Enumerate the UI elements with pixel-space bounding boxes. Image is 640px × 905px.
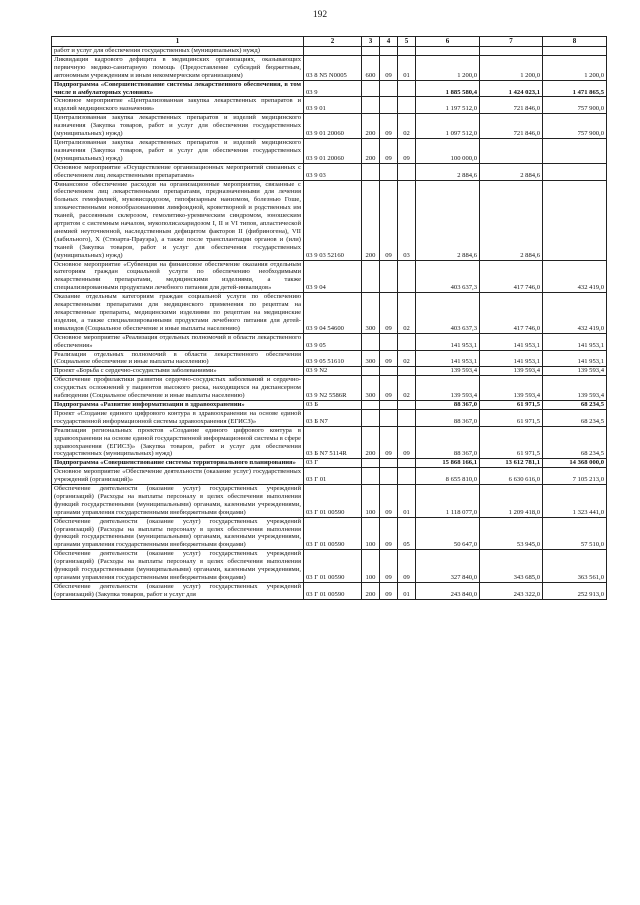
table-cell-subsection	[398, 260, 416, 293]
table-cell-expense-type: 200	[362, 582, 380, 599]
table-cell-name: Реализация отдельных полномочий в области лекарственного обеспечения (Социальное обеспечение и иные выплаты населению)	[52, 350, 304, 367]
table-cell-expense-type: 600	[362, 55, 380, 80]
table-cell-amount-year3: 7 105 213,0	[543, 468, 607, 485]
table-cell-subsection	[398, 80, 416, 97]
table-row	[52, 333, 607, 350]
table-cell-amount-year3: 68 234,5	[543, 409, 607, 426]
table-cell-code: 03 Г 01 00590	[304, 517, 362, 550]
table-cell-section	[380, 367, 398, 376]
table-cell-amount-year3: 68 234,5	[543, 426, 607, 459]
table-cell-subsection	[398, 367, 416, 376]
table-cell-amount-year2: 139 593,4	[480, 376, 543, 401]
table-cell-expense-type: 300	[362, 376, 380, 401]
table-cell-code: 03 Г 01	[304, 468, 362, 485]
table-cell-amount-year3: 57 510,0	[543, 517, 607, 550]
table-row	[52, 468, 607, 485]
table-cell-amount-year1: 139 593,4	[416, 376, 480, 401]
table-cell-amount-year3: 1 200,0	[543, 55, 607, 80]
table-row	[52, 260, 607, 293]
table-row	[52, 350, 607, 367]
table-cell-code: 03 9 01	[304, 97, 362, 114]
table-cell-code: 03 9 04	[304, 260, 362, 293]
table-cell-section: 09	[380, 426, 398, 459]
table-cell-amount-year3: 1 323 441,0	[543, 485, 607, 518]
table-cell-expense-type	[362, 400, 380, 409]
table-cell-section	[380, 163, 398, 180]
table-cell-amount-year1: 327 840,0	[416, 550, 480, 583]
table-cell-amount-year2: 141 953,1	[480, 333, 543, 350]
table-cell-amount-year3	[543, 47, 607, 56]
table-cell-amount-year2: 1 424 023,1	[480, 80, 543, 97]
table-cell-amount-year2: 1 209 418,0	[480, 485, 543, 518]
column-header-csr: 2	[304, 37, 362, 47]
table-cell-amount-year1	[416, 47, 480, 56]
table-cell-subsection: 02	[398, 114, 416, 139]
table-row	[52, 485, 607, 518]
table-cell-section	[380, 97, 398, 114]
table-cell-amount-year2: 417 746,0	[480, 260, 543, 293]
table-cell-amount-year3: 252 913,0	[543, 582, 607, 599]
table-cell-name: Основное мероприятие «Обеспечение деятельности (оказание услуг) государственных учреждений (организаций)»	[52, 468, 304, 485]
table-cell-section: 09	[380, 350, 398, 367]
table-cell-amount-year2: 417 746,0	[480, 293, 543, 334]
header-row	[52, 37, 607, 47]
table-row	[52, 517, 607, 550]
table-cell-code: 03 Б N7	[304, 409, 362, 426]
table-row	[52, 293, 607, 334]
table-cell-subsection: 01	[398, 485, 416, 518]
table-cell-amount-year3: 141 953,1	[543, 350, 607, 367]
table-cell-amount-year2: 1 200,0	[480, 55, 543, 80]
table-cell-code: 03 Г 01 00590	[304, 550, 362, 583]
table-cell-section: 09	[380, 582, 398, 599]
table-cell-expense-type	[362, 163, 380, 180]
table-cell-name: Основное мероприятие «Централизованная закупка лекарственных препаратов и изделий медицинского назначения»	[52, 97, 304, 114]
table-cell-section: 09	[380, 517, 398, 550]
table-cell-subsection: 09	[398, 426, 416, 459]
table-cell-amount-year2: 2 884,6	[480, 180, 543, 260]
table-cell-name: Обеспечение деятельности (оказание услуг) государственных учреждений (организаций) (Расходы на выплаты персоналу в целях обеспечения выполнения функций государственными (муниципальными) органами, казенными учреждениями, органами управления государственными внебюджетными фондами)	[52, 550, 304, 583]
table-row	[52, 409, 607, 426]
table-cell-code: 03 9 N2 5586R	[304, 376, 362, 401]
table-cell-amount-year1: 243 840,0	[416, 582, 480, 599]
table-cell-amount-year1: 1 118 077,0	[416, 485, 480, 518]
table-cell-name: Централизованная закупка лекарственных препаратов и изделий медицинского назначения (Закупка товаров, работ и услуг для обеспечения государственных (муниципальных) нужд)	[52, 114, 304, 139]
table-cell-code: 03 9	[304, 80, 362, 97]
table-cell-amount-year1: 2 884,6	[416, 163, 480, 180]
table-cell-code: 03 9 01 20060	[304, 138, 362, 163]
table-cell-name: Реализация региональных проектов «Создание единого цифрового контура в здравоохранении на основе единой государственной информационной системы в сфере здравоохранения (ЕГИСЗ)» (Закупка товаров, работ и услуг для обеспечения государственных (муниципальных) нужд)	[52, 426, 304, 459]
table-cell-amount-year2: 61 971,5	[480, 426, 543, 459]
table-cell-amount-year2: 53 945,0	[480, 517, 543, 550]
table-cell-amount-year1: 50 647,0	[416, 517, 480, 550]
table-cell-name: Подпрограмма «Совершенствование системы лекарственного обеспечения, в том числе в амбулаторных условиях»	[52, 80, 304, 97]
table-cell-subsection: 09	[398, 550, 416, 583]
table-cell-subsection: 02	[398, 376, 416, 401]
table-cell-subsection: 09	[398, 138, 416, 163]
table-cell-expense-type: 200	[362, 426, 380, 459]
table-cell-subsection: 03	[398, 180, 416, 260]
table-cell-amount-year3: 68 234,5	[543, 400, 607, 409]
table-cell-section: 09	[380, 180, 398, 260]
table-cell-expense-type	[362, 459, 380, 468]
column-header-year2: 7	[480, 37, 543, 47]
table-cell-amount-year2: 243 322,0	[480, 582, 543, 599]
table-cell-name: Проект «Борьба с сердечно-сосудистыми заболеваниями»	[52, 367, 304, 376]
table-cell-amount-year1: 2 884,6	[416, 180, 480, 260]
table-cell-code: 03 9 03 52160	[304, 180, 362, 260]
table-cell-code: 03 8 N5 N0005	[304, 55, 362, 80]
table-cell-section: 09	[380, 376, 398, 401]
table-cell-code: 03 Г 01 00590	[304, 582, 362, 599]
table-cell-name: Основное мероприятие «Осуществление организационных мероприятий связанных с обеспечением лиц лекарственными препаратами»	[52, 163, 304, 180]
table-cell-expense-type	[362, 260, 380, 293]
table-cell-subsection: 01	[398, 582, 416, 599]
table-cell-section	[380, 47, 398, 56]
table-cell-amount-year1: 15 868 166,1	[416, 459, 480, 468]
table-cell-subsection	[398, 459, 416, 468]
table-row	[52, 180, 607, 260]
table-cell-amount-year2: 13 612 781,1	[480, 459, 543, 468]
table-cell-expense-type: 200	[362, 138, 380, 163]
table-cell-amount-year3: 363 561,0	[543, 550, 607, 583]
table-cell-section: 09	[380, 550, 398, 583]
column-header-year1: 6	[416, 37, 480, 47]
table-cell-amount-year1: 1 200,0	[416, 55, 480, 80]
table-cell-code: 03 9 N2	[304, 367, 362, 376]
table-cell-section: 09	[380, 138, 398, 163]
table-cell-code: 03 9 04 54600	[304, 293, 362, 334]
table-cell-code: 03 Б	[304, 400, 362, 409]
table-cell-name: Обеспечение профилактики развития сердечно-сосудистых заболеваний и сердечно-сосудистых осложнений у пациентов высокого риска, находящихся на диспансерном наблюдении (Социальное обеспечение и иные выплаты населению)	[52, 376, 304, 401]
table-cell-code: 03 Г 01 00590	[304, 485, 362, 518]
table-cell-amount-year1: 141 953,1	[416, 350, 480, 367]
table-cell-amount-year2	[480, 47, 543, 56]
table-cell-name: Подпрограмма «Совершенствование системы территориального планирования»	[52, 459, 304, 468]
table-cell-expense-type	[362, 80, 380, 97]
table-row	[52, 138, 607, 163]
table-cell-amount-year3: 757 900,0	[543, 97, 607, 114]
table-row	[52, 459, 607, 468]
table-cell-amount-year1: 1 885 580,4	[416, 80, 480, 97]
table-cell-amount-year3	[543, 163, 607, 180]
table-cell-name: Подпрограмма «Развитие информатизации в здравоохранении»	[52, 400, 304, 409]
table-cell-amount-year3	[543, 180, 607, 260]
table-cell-amount-year1: 8 655 810,0	[416, 468, 480, 485]
table-row	[52, 367, 607, 376]
page-number: 192	[312, 10, 328, 20]
table-cell-amount-year1: 1 097 512,0	[416, 114, 480, 139]
table-cell-expense-type	[362, 409, 380, 426]
table-cell-amount-year2: 141 953,1	[480, 350, 543, 367]
table-cell-expense-type	[362, 47, 380, 56]
table-cell-section	[380, 260, 398, 293]
table-cell-code: 03 Г	[304, 459, 362, 468]
table-cell-amount-year1: 141 953,1	[416, 333, 480, 350]
table-cell-name: Обеспечение деятельности (оказание услуг) государственных учреждений (организаций) (Закупка товаров, работ и услуг для	[52, 582, 304, 599]
table-cell-amount-year2: 6 630 616,0	[480, 468, 543, 485]
table-cell-subsection: 02	[398, 293, 416, 334]
table-row	[52, 55, 607, 80]
table-cell-expense-type: 100	[362, 550, 380, 583]
table-cell-amount-year3	[543, 138, 607, 163]
table-cell-code: 03 Б N7 5114R	[304, 426, 362, 459]
table-cell-amount-year2: 721 846,0	[480, 114, 543, 139]
budget-table	[51, 36, 607, 600]
table-cell-subsection	[398, 97, 416, 114]
table-cell-name: Ликвидация кадрового дефицита в медицинских организациях, оказывающих первичную медико-санитарную помощь (Предоставление субсидий бюджетным, автономным учреждениям и иным некоммерческим организациям)	[52, 55, 304, 80]
table-cell-section	[380, 80, 398, 97]
table-cell-amount-year1: 88 367,0	[416, 426, 480, 459]
table-row	[52, 550, 607, 583]
table-cell-section	[380, 400, 398, 409]
table-cell-code: 03 9 05	[304, 333, 362, 350]
table-cell-amount-year1: 1 197 512,0	[416, 97, 480, 114]
table-cell-amount-year3: 139 593,4	[543, 367, 607, 376]
table-cell-expense-type	[362, 367, 380, 376]
table-cell-name: Проект «Создание единого цифрового контура в здравоохранении на основе единой государственной информационной системы здравоохранения (ЕГИСЗ)»	[52, 409, 304, 426]
table-cell-name: Основное мероприятие «Реализация отдельных полномочий в области лекарственного обеспечения»	[52, 333, 304, 350]
table-cell-amount-year1: 88 367,0	[416, 409, 480, 426]
table-row	[52, 582, 607, 599]
table-cell-name: Централизованная закупка лекарственных препаратов и изделий медицинского назначения (Закупка товаров, работ и услуг для обеспечения государственных (муниципальных) нужд)	[52, 138, 304, 163]
column-header-rz: 4	[380, 37, 398, 47]
table-cell-code: 03 9 05 51610	[304, 350, 362, 367]
table-cell-amount-year2: 139 593,4	[480, 367, 543, 376]
table-cell-expense-type	[362, 97, 380, 114]
table-cell-amount-year2: 721 846,0	[480, 97, 543, 114]
table-cell-expense-type	[362, 468, 380, 485]
table-cell-section	[380, 409, 398, 426]
table-cell-code: 03 9 03	[304, 163, 362, 180]
table-cell-name: Оказание отдельным категориям граждан социальной услуги по обеспечению лекарственными препаратами для медицинского применения по рецептам на лекарственные препараты, медицинскими изделиями по рецептам на медицинские изделия, а также специализированными продуктами лечебного питания для детей-инвалидов (Социальное обеспечение и иные выплаты населению)	[52, 293, 304, 334]
table-row	[52, 47, 607, 56]
table-cell-section: 09	[380, 55, 398, 80]
table-cell-amount-year2: 343 685,0	[480, 550, 543, 583]
table-cell-expense-type: 300	[362, 350, 380, 367]
table-cell-subsection	[398, 409, 416, 426]
table-cell-amount-year3: 139 593,4	[543, 376, 607, 401]
column-header-year3: 8	[543, 37, 607, 47]
table-cell-amount-year3: 432 419,0	[543, 293, 607, 334]
table-cell-amount-year2: 61 971,5	[480, 400, 543, 409]
table-cell-expense-type: 200	[362, 180, 380, 260]
table-cell-amount-year2: 2 884,6	[480, 163, 543, 180]
table-cell-amount-year3: 141 953,1	[543, 333, 607, 350]
table-cell-amount-year1: 403 637,3	[416, 293, 480, 334]
table-cell-expense-type: 100	[362, 517, 380, 550]
table-cell-amount-year3: 432 419,0	[543, 260, 607, 293]
table-cell-subsection	[398, 333, 416, 350]
table-cell-section: 09	[380, 293, 398, 334]
table-cell-subsection: 05	[398, 517, 416, 550]
table-cell-code	[304, 47, 362, 56]
table-cell-amount-year1: 100 000,0	[416, 138, 480, 163]
table-cell-amount-year2	[480, 138, 543, 163]
table-cell-section	[380, 333, 398, 350]
table-cell-section	[380, 468, 398, 485]
table-row	[52, 80, 607, 97]
table-cell-subsection	[398, 468, 416, 485]
table-cell-subsection	[398, 47, 416, 56]
table-row	[52, 426, 607, 459]
table-row	[52, 400, 607, 409]
table-cell-name: Основное мероприятие «Субвенция на финансовое обеспечение оказания отдельным категориям граждан социальной услуги по обеспечению необходимыми лекарственными препаратами, медицинскими изделиями, а также специализированными продуктами лечебного питания для детей-инвалидов»	[52, 260, 304, 293]
table-cell-expense-type: 200	[362, 114, 380, 139]
table-cell-name: Обеспечение деятельности (оказание услуг) государственных учреждений (организаций) (Расходы на выплаты персоналу в целях обеспечения выполнения функций государственными (муниципальными) органами, казенными учреждениями, органами управления государственными внебюджетными фондами)	[52, 485, 304, 518]
table-cell-subsection: 01	[398, 55, 416, 80]
table-cell-section	[380, 459, 398, 468]
table-body	[52, 47, 607, 600]
table-cell-expense-type: 300	[362, 293, 380, 334]
table-cell-amount-year3: 14 368 000,0	[543, 459, 607, 468]
table-cell-expense-type: 100	[362, 485, 380, 518]
table-cell-expense-type	[362, 333, 380, 350]
table-cell-name: работ и услуг для обеспечения государственных (муниципальных) нужд)	[52, 47, 304, 56]
table-cell-amount-year3: 757 900,0	[543, 114, 607, 139]
table-row	[52, 114, 607, 139]
table-row	[52, 163, 607, 180]
table-row	[52, 97, 607, 114]
table-cell-name: Обеспечение деятельности (оказание услуг) государственных учреждений (организаций) (Расходы на выплаты персоналу в целях обеспечения выполнения функций государственными (муниципальными) органами, казенными учреждениями, органами управления государственными внебюджетными фондами)	[52, 517, 304, 550]
table-cell-amount-year1: 403 637,3	[416, 260, 480, 293]
column-header-name: 1	[52, 37, 304, 47]
table-cell-section: 09	[380, 485, 398, 518]
table-cell-amount-year1: 139 593,4	[416, 367, 480, 376]
table-cell-subsection: 02	[398, 350, 416, 367]
table-cell-amount-year1: 88 367,0	[416, 400, 480, 409]
table-cell-amount-year2: 61 971,5	[480, 409, 543, 426]
table-cell-code: 03 9 01 20060	[304, 114, 362, 139]
column-header-pr: 5	[398, 37, 416, 47]
table-cell-name: Финансовое обеспечение расходов на организационные мероприятия, связанные с обеспечением лиц лекарственными препаратами, предназначенными для лечения больных гемофилией, муковисцидозом, гипофизарным нанизмом, болезнью Гоше, злокачественными новообразованиями лимфоидной, кроветворной и родственных им тканей, рассеянным склерозом, гемолитико-уремическим синдромом, юношеским артритом с системным началом, мукополисахаридозом I, II и VI типов, апластической анемией неуточненной, наследственным дефицитом факторов II (фибриногена), VII (лабильного), X (Стюарта-Прауэра), а также после трансплантации органов и (или) тканей (Закупка товаров, работ и услуг для обеспечения государственных (муниципальных) нужд)	[52, 180, 304, 260]
table-cell-subsection	[398, 163, 416, 180]
table-row	[52, 376, 607, 401]
table-cell-subsection	[398, 400, 416, 409]
table-cell-amount-year3: 1 471 865,5	[543, 80, 607, 97]
table-cell-section: 09	[380, 114, 398, 139]
column-header-vr: 3	[362, 37, 380, 47]
